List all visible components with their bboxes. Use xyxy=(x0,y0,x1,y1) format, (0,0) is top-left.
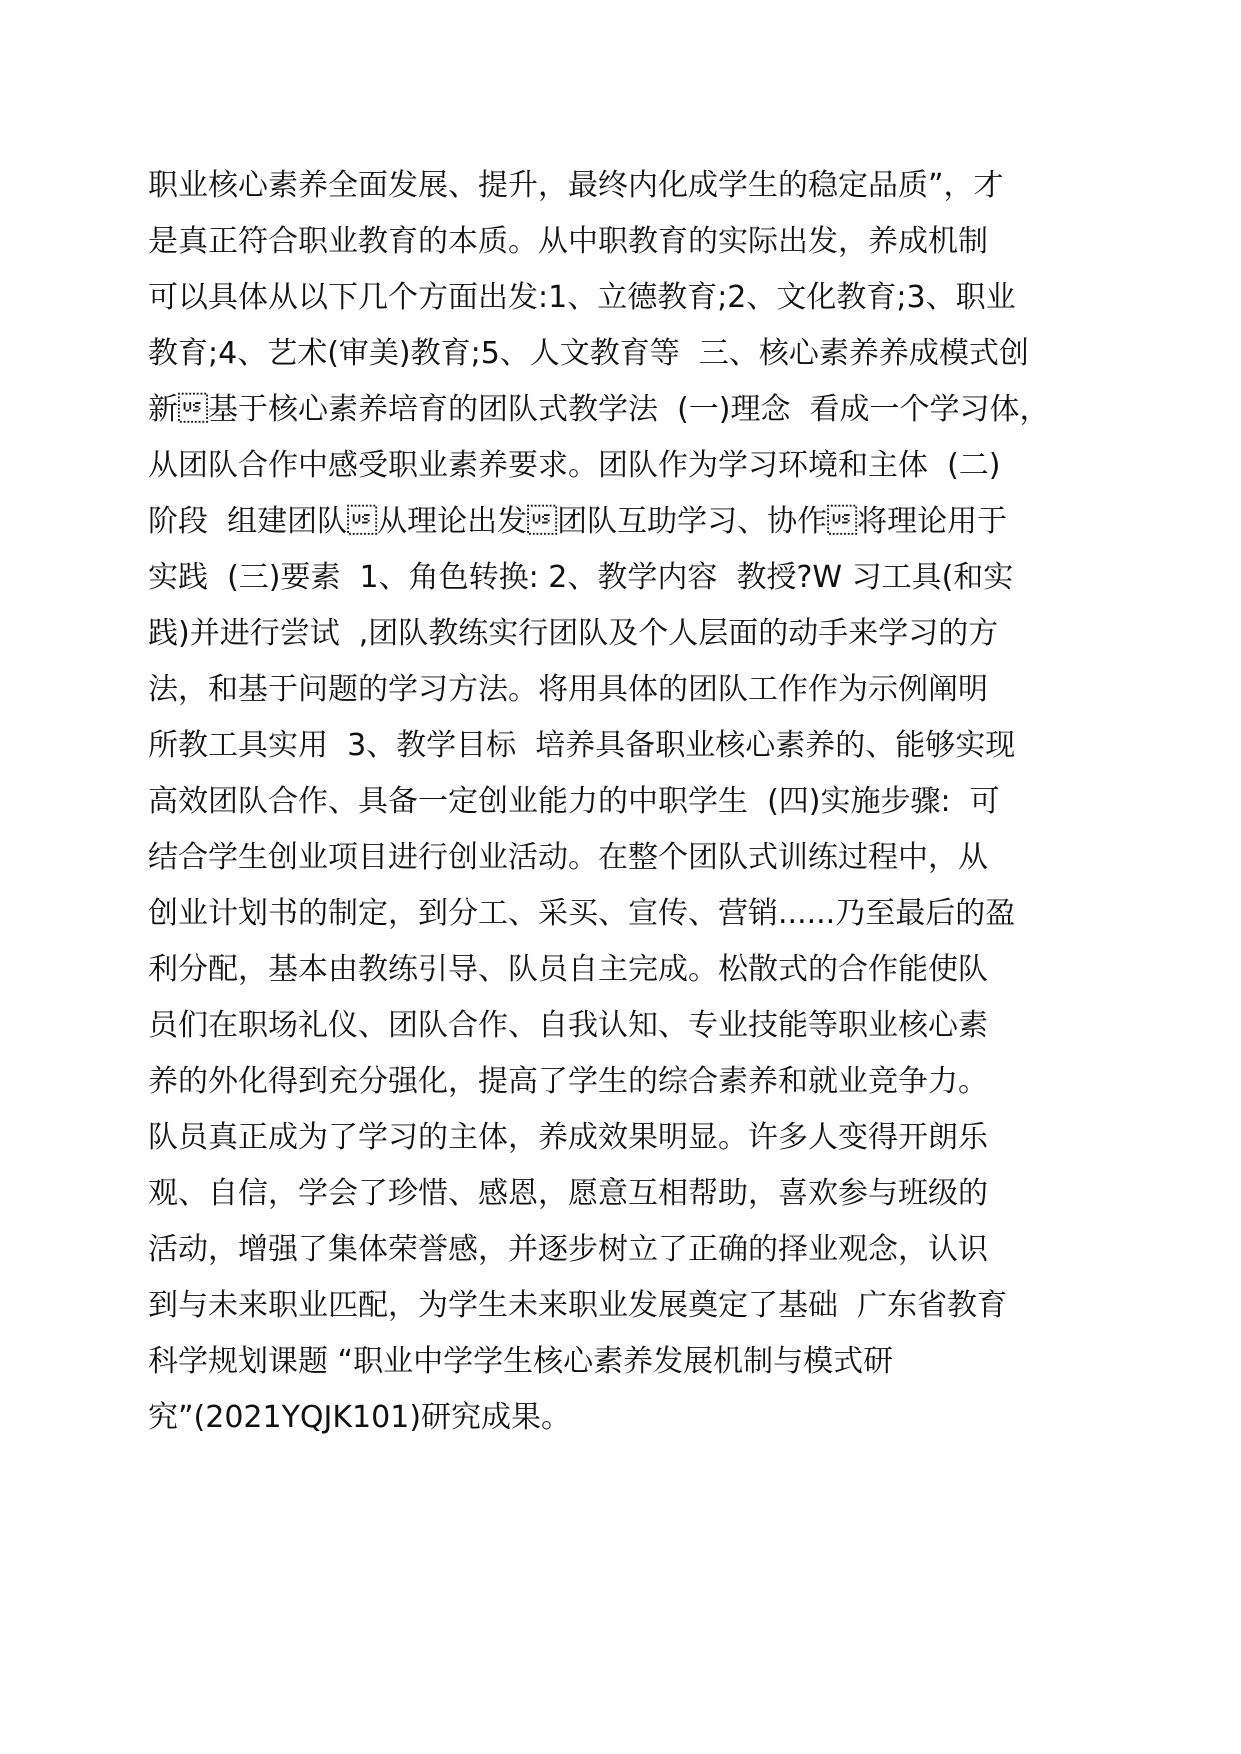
text-line: 实践 (三)要素 1、角色转换: 2、教学内容 教授?W 习工具(和实 xyxy=(148,560,1014,595)
text-line: 利分配，基本由教练引导、队员自主完成。松散式的合作能使队 xyxy=(148,952,988,987)
text-line: 阶段 组建团队 从理论出发 团队互助学习、协作 将理论用于 xyxy=(148,504,1008,539)
text-line: 新 基于核心素养培育的团队式教学法 (一)理念 看成一个学习体， xyxy=(148,392,1050,427)
text-line: 结合学生创业项目进行创业活动。在整个团队式训练过程中，从 xyxy=(148,840,988,875)
text-line: 员们在职场礼仪、团队合作、自我认知、专业技能等职业核心素 xyxy=(148,1008,988,1043)
text-line: 可以具体从以下几个方面出发:1、立德教育;2、文化教育;3、职业 xyxy=(148,280,1016,315)
text-line: 是真正符合职业教育的本质。从中职教育的实际出发，养成机制 xyxy=(148,224,988,259)
text-line: 科学规划课题 “职业中学学生核心素养发展机制与模式研 xyxy=(148,1344,894,1379)
text-line: 践)并进行尝试 ,团队教练实行团队及个人层面的动手来学习的方 xyxy=(148,616,999,651)
text-line: 职业核心素养全面发展、提升，最终内化成学生的稳定品质”，才 xyxy=(148,168,1004,203)
text-line: 队员真正成为了学习的主体，养成效果明显。许多人变得开朗乐 xyxy=(148,1120,988,1155)
text-line: 活动，增强了集体荣誉感，并逐步树立了正确的择业观念，认识 xyxy=(148,1232,988,1267)
text-line: 养的外化得到充分强化，提高了学生的综合素养和就业竞争力。 xyxy=(148,1064,988,1099)
text-line: 所教工具实用 3、教学目标 培养具备职业核心素养的、能够实现 xyxy=(148,728,1016,763)
text-line: 从团队合作中感受职业素养要求。团队作为学习环境和主体 (二) xyxy=(148,448,1001,483)
text-line: 教育;4、艺术(审美)教育;5、人文教育等 三、核心素养养成模式创 xyxy=(148,336,1029,371)
text-line: 究”(2021YQJK101)研究成果。 xyxy=(148,1400,572,1435)
text-line: 创业计划书的制定，到分工、采买、宣传、营销......乃至最后的盈 xyxy=(148,896,1016,931)
text-line: 高效团队合作、具备一定创业能力的中职学生 (四)实施步骤: 可 xyxy=(148,784,1000,819)
text-line: 观、自信，学会了珍惜、感恩，愿意互相帮助，喜欢参与班级的 xyxy=(148,1176,988,1211)
body-text xyxy=(148,158,1108,1446)
text-line: 法，和基于问题的学习方法。将用具体的团队工作作为示例阐明 xyxy=(148,672,988,707)
text-line: 到与未来职业匹配，为学生未来职业发展奠定了基础 广东省教育 xyxy=(148,1288,1008,1323)
